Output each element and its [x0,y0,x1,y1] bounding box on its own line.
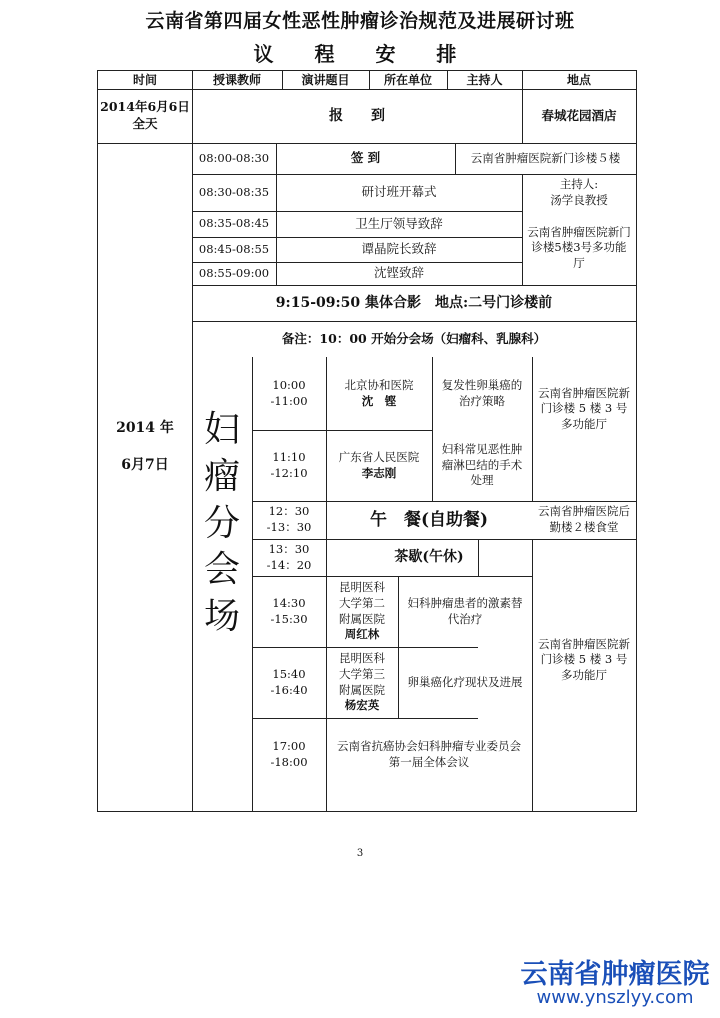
page-number: 3 [356,848,364,859]
session-topic-3: 妇科肿瘤患者的激素替代治疗 [407,595,523,626]
morning-time-2: 08:30-08:35 [198,184,270,199]
branch-label: 妇 瘤 分 会 场 [203,409,240,638]
meeting-label: 云南省抗癌协会妇科肿瘤专业委员会第一届全体会议 [337,738,521,769]
header-teacher: 授课教师 [212,72,261,87]
session-teacher-4: 杨宏英 [344,698,380,713]
session-place-1: 云南省肿瘤医院新门诊楼 5 楼 3 号多功能厅 [538,385,630,431]
header-topic: 演讲题目 [301,72,350,87]
day2-date: 2014 年 6月7日 [116,419,174,474]
session-teacher-3: 周红林 [344,627,380,642]
morning-place-2: 云南省肿瘤医院新门诊楼5楼3号多功能厅 [527,224,631,270]
header-unit: 所在单位 [383,72,432,87]
session-topic-4: 卵巢癌化疗现状及进展 [407,674,523,689]
document-title: 云南省第四届女性恶性肿瘤诊治规范及进展研讨班 [145,10,575,32]
session-speaker-4 [326,647,398,718]
session-speaker-3 [326,576,398,647]
day1-event: 报 到 [329,107,385,124]
session-unit-1: 北京协和医院 [344,377,414,392]
morning-item-2: 研讨班开幕式 [361,184,437,200]
session-unit-4: 昆明医科大学第三附属医院 [339,651,385,697]
lunch-place: 云南省肿瘤医院后勤楼２楼食堂 [538,504,630,534]
header-time: 时间 [132,72,157,87]
group-photo: 9:15-09:50 集体合影 地点:二号门诊楼前 [275,294,553,311]
session-teacher-1: 沈 铿 [361,393,397,408]
session-topic-1: 复发性卵巢癌的治疗策略 [441,377,523,408]
morning-time-4: 08:45-08:55 [198,241,270,256]
meeting-time: 17:00 -18:00 [270,738,308,769]
tea-time: 13：30 -14：20 [266,541,312,572]
lunch-time: 12：30 -13：30 [266,504,312,534]
session-unit-2: 广东省人民医院 [338,449,420,464]
header-host: 主持人 [466,72,503,87]
session-speaker-2 [326,430,432,501]
morning-item-3: 卫生厅领导致辞 [355,215,443,231]
session-time-1: 10:00 -11:00 [270,377,308,408]
schedule-table [97,70,637,812]
morning-item-1: 签 到 [350,150,381,166]
morning-item-4: 谭晶院长致辞 [361,241,437,257]
morning-item-5: 沈铿致辞 [373,265,424,281]
watermark-url: www.ynszlyy.com [536,987,694,1008]
morning-time-1: 08:00-08:30 [198,150,270,165]
session-time-3: 14:30 -15:30 [270,595,308,626]
session-unit-3: 昆明医科大学第二附属医院 [339,580,385,626]
session-time-4: 15:40 -16:40 [270,666,308,697]
session-teacher-2: 李志刚 [361,465,397,480]
document-subtitle: 议 程 安 排 [253,42,467,66]
lunch-label: 午 餐(自助餐) [369,509,489,530]
morning-place-1: 云南省肿瘤医院新门诊楼５楼 [470,150,621,165]
morning-host: 主持人: 汤学良教授 [550,176,608,207]
day1-place: 春城花园酒店 [541,107,617,123]
session-time-2: 11:10 -12:10 [270,449,308,480]
morning-time-3: 08:35-08:45 [198,216,270,231]
morning-time-5: 08:55-09:00 [198,265,270,280]
watermark-name: 云南省肿瘤医院 [520,959,710,990]
session-speaker-1 [326,357,432,430]
branch-note: 备注：10：00 开始分会场（妇瘤科、乳腺科） [281,330,547,346]
day1-date: 2014年6月6日 全天 [100,99,190,131]
tea-label: 茶歇(午休) [394,549,464,566]
afternoon-place: 云南省肿瘤医院新门诊楼 5 楼 3 号多功能厅 [538,636,630,682]
session-topic-2: 妇科常见恶性肿瘤淋巴结的手术处理 [441,442,523,488]
header-place: 地点 [566,72,591,87]
